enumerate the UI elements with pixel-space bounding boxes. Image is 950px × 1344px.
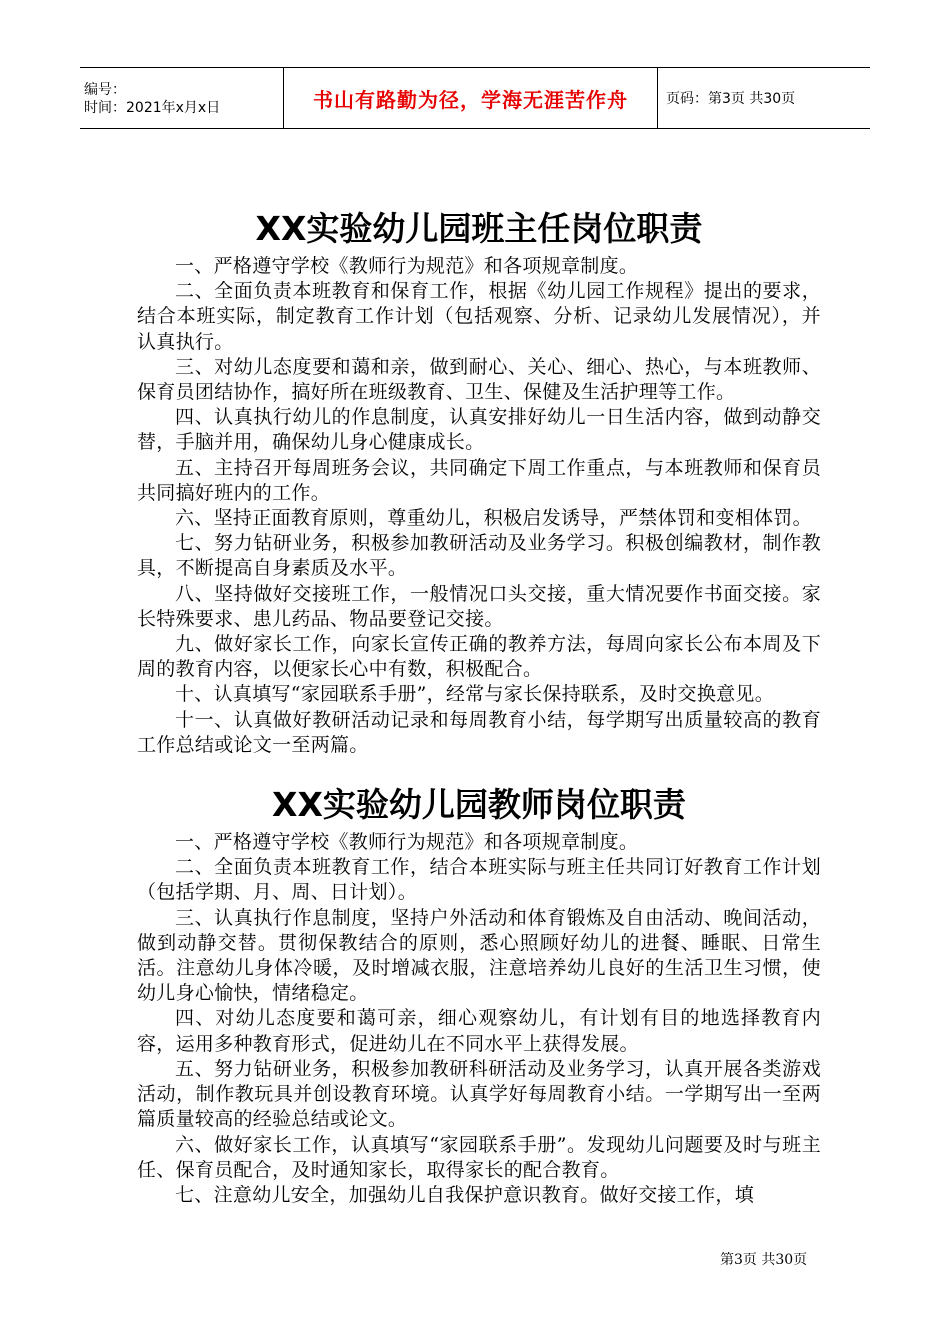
header-page-number: 页码：第3页 共30页	[666, 91, 796, 107]
paragraph: 八、坚持做好交接班工作，一般情况口头交接，重大情况要作书面交接。家长特殊要求、患儿药品、物品要登记交接。	[137, 582, 821, 630]
document-date: 时间：2021年x月x日	[84, 100, 221, 116]
paragraph: 五、努力钻研业务，积极参加教研科研活动及业务学习，认真开展各类游戏活动，制作教玩具并创设教育环境。认真学好每周教育小结。一学期写出一至两篇质量较高的经验总结或论文。	[137, 1057, 821, 1131]
paragraph: 三、对幼儿态度要和蔼和亲，做到耐心、关心、细心、热心，与本班教师、保育员团结协作，搞好所在班级教育、卫生、保健及生活护理等工作。	[137, 355, 821, 404]
paragraph: 七、努力钻研业务，积极参加教研活动及业务学习。积极创编教材，制作教具，不断提高自身素质及水平。	[137, 532, 821, 580]
paragraph: 四、认真执行幼儿的作息制度，认真安排好幼儿一日生活内容，做到动静交替，手脑并用，确保幼儿身心健康成长。	[137, 406, 821, 454]
page-header	[80, 67, 870, 129]
paragraph: 三、认真执行作息制度，坚持户外活动和体育锻炼及自由活动、晚间活动，做到动静交替。贯彻保教结合的原则，悉心照顾好幼儿的进餐、睡眠、日常生活。注意幼儿身体冷暖，及时增减衣服，注意培养幼儿良好的生活卫生习惯，使幼儿身心愉快，情绪稳定。	[137, 906, 821, 1005]
paragraph: 一、严格遵守学校《教师行为规范》和各项规章制度。	[175, 831, 639, 854]
paragraph: 十一、认真做好教研活动记录和每周教育小结，每学期写出质量较高的教育工作总结或论文一至两篇。	[137, 708, 821, 756]
paragraph: 一、严格遵守学校《教师行为规范》和各项规章制度。	[175, 255, 639, 277]
header-meta	[80, 68, 283, 128]
paragraph: 九、做好家长工作，向家长宣传正确的教养方法，每周向家长公布本周及下周的教育内容，以便家长心中有数，积极配合。	[137, 633, 821, 681]
header-motto: 书山有路勤为径，学海无涯苦作舟	[283, 68, 658, 128]
paragraph: 二、全面负责本班教育工作，结合本班实际与班主任共同订好教育工作计划（包括学期、月、周、日计划）。	[137, 856, 821, 904]
paragraph: 六、坚持正面教育原则，尊重幼儿，积极启发诱导，严禁体罚和变相体罚。	[175, 507, 812, 530]
paragraph: 五、主持召开每周班务会议，共同确定下周工作重点，与本班教师和保育员共同搞好班内的工作。	[137, 456, 821, 504]
paragraph: 十、认真填写“家园联系手册”，经常与家长保持联系，及时交换意见。	[175, 683, 775, 706]
section-title: XX实验幼儿园教师岗位职责	[272, 785, 686, 825]
paragraph: 四、对幼儿态度要和蔼可亲，细心观察幼儿，有计划有目的地选择教育内容，运用多种教育形式，促进幼儿在不同水平上获得发展。	[137, 1007, 821, 1055]
section-teacher-duties	[137, 780, 821, 1208]
document-number: 编号：	[84, 82, 126, 98]
paragraph: 二、全面负责本班教育和保育工作，根据《幼儿园工作规程》提出的要求，结合本班实际，制定教育工作计划（包括观察、分析、记录幼儿发展情况），并认真执行。	[137, 280, 821, 353]
document-body	[137, 204, 821, 1230]
paragraph: 七、注意幼儿安全，加强幼儿自我保护意识教育。做好交接工作，填	[175, 1183, 755, 1206]
section-head-teacher-duties	[137, 204, 821, 758]
section-title: XX实验幼儿园班主任岗位职责	[255, 209, 703, 248]
paragraph: 六、做好家长工作，认真填写“家园联系手册”。发现幼儿问题要及时与班主任、保育员配合，及时通知家长，取得家长的配合教育。	[137, 1133, 821, 1181]
page-footer: 第3页 共30页	[720, 1252, 808, 1268]
